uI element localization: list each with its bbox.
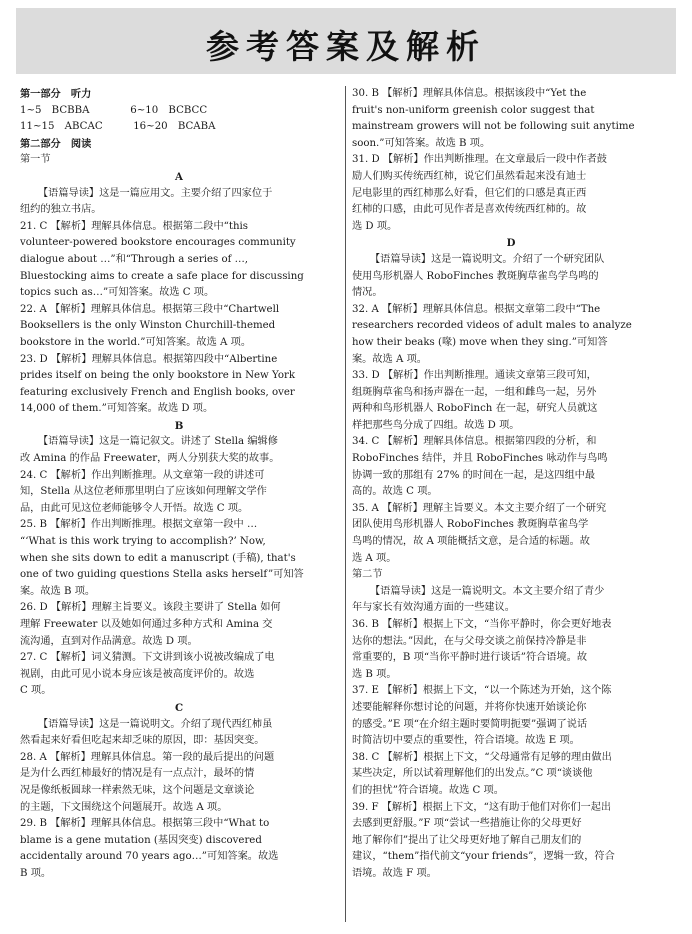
right-text-line: 选 A 项。 <box>352 552 397 564</box>
left-text-line: 25. B 【解析】作出判断推理。根据文章第一段中 … <box>20 519 258 531</box>
left-text-line: one of two guiding questions Stella asks herself”可知答 <box>20 569 304 581</box>
right-text-line: 34. C 【解析】理解具体信息。根据第四段的分析，和 <box>352 436 597 448</box>
left-text-line: 1~5 BCBBA 6~10 BCBCC <box>20 104 208 116</box>
left-text-line: dialogue about …”和“Through a series of …, <box>20 253 249 265</box>
right-text-line: 39. F 【解析】根据上下文，“这有助于他们对你们一起出 <box>352 801 612 813</box>
left-text-line: Booksellers is the only Winston Churchill-themed <box>20 320 276 332</box>
left-text-line: featuring exclusively French and English books, over <box>20 386 295 398</box>
right-text-line: 情况。 <box>352 287 383 299</box>
right-text-line: soon.”可知答案。故选 B 项。 <box>352 137 491 149</box>
left-text-line: 然看起来好看但吃起来却乏味的原因，即：基因突变。 <box>20 735 265 747</box>
right-text-line: 使用鸟形机器人 RoboFinches 教斑胸草雀鸟学鸟鸣的 <box>352 270 599 282</box>
right-text-line: 尼电影里的西红柿那么好看，但它们的口感是真正西 <box>352 187 587 199</box>
left-text-line: A <box>175 170 183 183</box>
left-text-line: 理解 Freewater 以及她如何通过多种方式和 Amina 交 <box>20 619 273 630</box>
left-text-line: 视剧，由此可见小说本身应该是被高度评价的。故选 <box>20 668 255 680</box>
left-text-line: topics such as…”可知答案。故选 C 项。 <box>20 287 215 299</box>
right-text-line: 31. D 【解析】作出判断推理。在文章最后一段中作者鼓 <box>352 154 607 166</box>
right-text-line: RoboFinches 结伴，并且 RoboFinches 咏动作与鸟鸣 <box>352 453 608 465</box>
right-text-line: 33. D 【解析】作出判断推理。通读文章第三段可知， <box>352 370 597 382</box>
right-text-line: 述要能解释你想讨论的问题，并将你快速开始谈论你 <box>352 701 587 713</box>
left-text-line: 是为什么西红柿最好的情况是有一点点汁，最坏的情 <box>20 768 255 780</box>
right-text-line: 红柿的口感，由此可见作者是喜欢传统西红柿的。故 <box>352 204 587 216</box>
left-text-line: 第一节 <box>20 154 51 166</box>
right-text-line: fruit's non-uniform greenish color suggest that <box>352 104 595 116</box>
left-text-line: 29. B 【解析】理解具体信息。根据第三段中“What to <box>20 818 270 830</box>
left-text-line: 【语篇导读】这是一篇说明文。介绍了现代西红柿虽 <box>38 718 273 730</box>
left-text-line: “‘What is this work trying to accomplish?’ Now, <box>20 536 266 548</box>
left-text-line: 21. C 【解析】理解具体信息。根据第二段中“this <box>20 220 249 232</box>
left-text-line: 26. D 【解析】理解主旨要义。该段主要讲了 Stella 如何 <box>20 602 281 614</box>
left-text-line: 23. D 【解析】理解具体信息。根据第四段中“Albertine <box>20 353 278 365</box>
left-text-line: 改 Amina 的作品 Freewater，两人分别获大奖的故事。 <box>20 453 280 465</box>
left-text-line: when she sits down to edit a manuscript (手稿), that's <box>20 552 296 564</box>
left-text-line: 24. C 【解析】作出判断推理。从文章第一段的讲述可 <box>20 469 265 481</box>
left-text-line: 22. A 【解析】理解具体信息。根据第三段中“Chartwell <box>20 303 280 315</box>
right-text-line: 励人们购买传统西红柿，说它们虽然看起来没有迪士 <box>352 170 587 182</box>
left-text-line: B 项。 <box>20 867 52 879</box>
left-text-line: 第二部分 阅读 <box>20 137 92 150</box>
left-text-line: 【语篇导读】这是一篇记叙文。讲述了 Stella 编辑修 <box>38 436 278 448</box>
right-text-line: 【语篇导读】这是一篇说明文。介绍了一个研究团队 <box>370 253 605 265</box>
right-text-line: how their beaks (喙) move when they sing.”可知答 <box>352 336 608 348</box>
right-text-line: 建议，“them”指代前文“your friends”，逻辑一致，符合 <box>352 851 615 863</box>
left-text-line: prides itself on being the only bookstore in New York <box>20 370 296 382</box>
left-text-line: C 项。 <box>20 685 52 697</box>
left-text-line: 28. A 【解析】理解具体信息。第一段的最后提出的问题 <box>20 751 275 763</box>
left-text-line: 知，Stella 从这位老师那里明白了应该如何理解文学作 <box>20 486 267 498</box>
right-text-line: 团队使用鸟形机器人 RoboFinches 教斑胸草雀鸟学 <box>352 519 589 531</box>
right-text-line: D <box>506 237 516 250</box>
right-text-line: 协调一致的那组有 27% 的时间在一起，是这四组中最 <box>352 469 596 481</box>
right-text-line: 高的。故选 C 项。 <box>352 486 438 498</box>
right-text-line: 37. E 【解析】根据上下文，“以一个陈述为开始，这个陈 <box>352 685 612 697</box>
left-text-line: 第一部分 听力 <box>20 88 92 100</box>
left-text-line: bookstore in the world.”可知答案。故选 A 项。 <box>20 336 252 348</box>
left-text-line: accidentally around 70 years ago…”可知答案。故选 <box>20 851 279 863</box>
right-text-line: 32. A 【解析】理解具体信息。根据文章第二段中“The <box>352 303 601 315</box>
left-text-line: C <box>174 701 184 714</box>
right-text-line: 38. C 【解析】根据上下文，“父母通常有足够的理由做出 <box>352 751 612 763</box>
left-text-line: 案。故选 B 项。 <box>20 585 96 597</box>
right-text-line: 地了解你们”提出了让父母更好地了解自己朋友们的 <box>352 834 582 846</box>
right-text-line: 【语篇导读】这是一篇说明文。本文主要介绍了青少 <box>370 585 605 597</box>
column-divider <box>345 86 346 922</box>
right-text-line: 35. A 【解析】理解主旨要义。本文主要介绍了一个研究 <box>352 502 607 514</box>
right-text-line: 36. B 【解析】根据上下文，“当你平静时，你会更好地表 <box>352 619 612 630</box>
left-text-line: blame is a gene mutation (基因突变) discovered <box>20 834 262 846</box>
right-text-line: 30. B 【解析】理解具体信息。根据该段中“Yet the <box>352 88 587 99</box>
left-text-line: volunteer-powered bookstore encourages community <box>20 237 296 249</box>
right-text-line: 去感到更舒服。”F 项“尝试一些措施让你的父母更好 <box>352 818 582 830</box>
left-column <box>20 86 338 883</box>
left-text-line: 11~15 ABCAC 16~20 BCABA <box>20 121 216 133</box>
right-text-line: 的感受。”E 项“在介绍主题时要简明扼要”强调了说话 <box>352 718 588 730</box>
left-text-line: 【语篇导读】这是一篇应用文。主要介绍了四家位于 <box>38 187 273 199</box>
right-text-line: 年与家长有效沟通方面的一些建议。 <box>352 602 515 614</box>
left-text-line: 况是像纸板圆球一样索然无味，这个问题是文章谈论 <box>20 784 255 796</box>
right-text-line: 语境。故选 F 项。 <box>352 867 437 879</box>
left-text-line: 品，由此可见这位老师能够令人开悟。故选 C 项。 <box>20 502 249 514</box>
left-text-line: 27. C 【解析】词义猜测。下文讲到该小说被改编成了电 <box>20 652 275 664</box>
right-text-line: 们的担忧”符合语境。故选 C 项。 <box>352 784 504 796</box>
title-banner <box>16 8 676 74</box>
right-text-line: 鸟鸣的情况，故 A 项能概括文意，是合适的标题。故 <box>352 536 590 548</box>
left-text-line: Bluestocking aims to create a safe place for discussing <box>20 270 304 282</box>
left-text-line: 14,000 of them.”可知答案。故选 D 项。 <box>20 403 214 415</box>
left-text-line: B <box>174 419 184 432</box>
right-text-line: 时简洁切中要点的重要性，符合语境。故选 E 项。 <box>352 735 580 747</box>
right-text-line: 组斑胸草雀鸟和扬声器在一起，一组和雌鸟一起，另外 <box>352 386 597 398</box>
right-text-line: 达你的想法。”因此，在与父母交谈之前保持冷静是非 <box>352 635 587 647</box>
right-text-line: 两种和鸟形机器人 RoboFinch 在一起，研究人员就这 <box>352 403 598 415</box>
right-text-line: 选 D 项。 <box>352 220 398 232</box>
right-text-line: 某些决定，所以试着理解他们的出发点。”C 项“谈谈他 <box>352 768 593 780</box>
left-text-line: 流沟通，直到对作品满意。故选 D 项。 <box>20 635 198 647</box>
left-text-line: 的主题，下文围绕这个问题展开。故选 A 项。 <box>20 801 228 813</box>
right-text-line: mainstream growers will not be following suit anytime <box>352 121 635 133</box>
right-text-line: 常重要的，B 项“当你平静时进行谈话”符合语境。故 <box>352 652 588 664</box>
right-text-line: 选 B 项。 <box>352 668 397 680</box>
right-text-line: researchers recorded videos of adult males to analyze <box>352 320 632 332</box>
right-text-line: 样把那些鸟分成了四组。故选 D 项。 <box>352 419 520 431</box>
right-column <box>352 86 670 883</box>
right-text-line: 第二节 <box>352 569 383 581</box>
page-title: 参考答案及解析 <box>206 27 486 66</box>
left-text-line: 纽约的独立书店。 <box>20 204 102 216</box>
right-text-line: 案。故选 A 项。 <box>352 353 427 365</box>
